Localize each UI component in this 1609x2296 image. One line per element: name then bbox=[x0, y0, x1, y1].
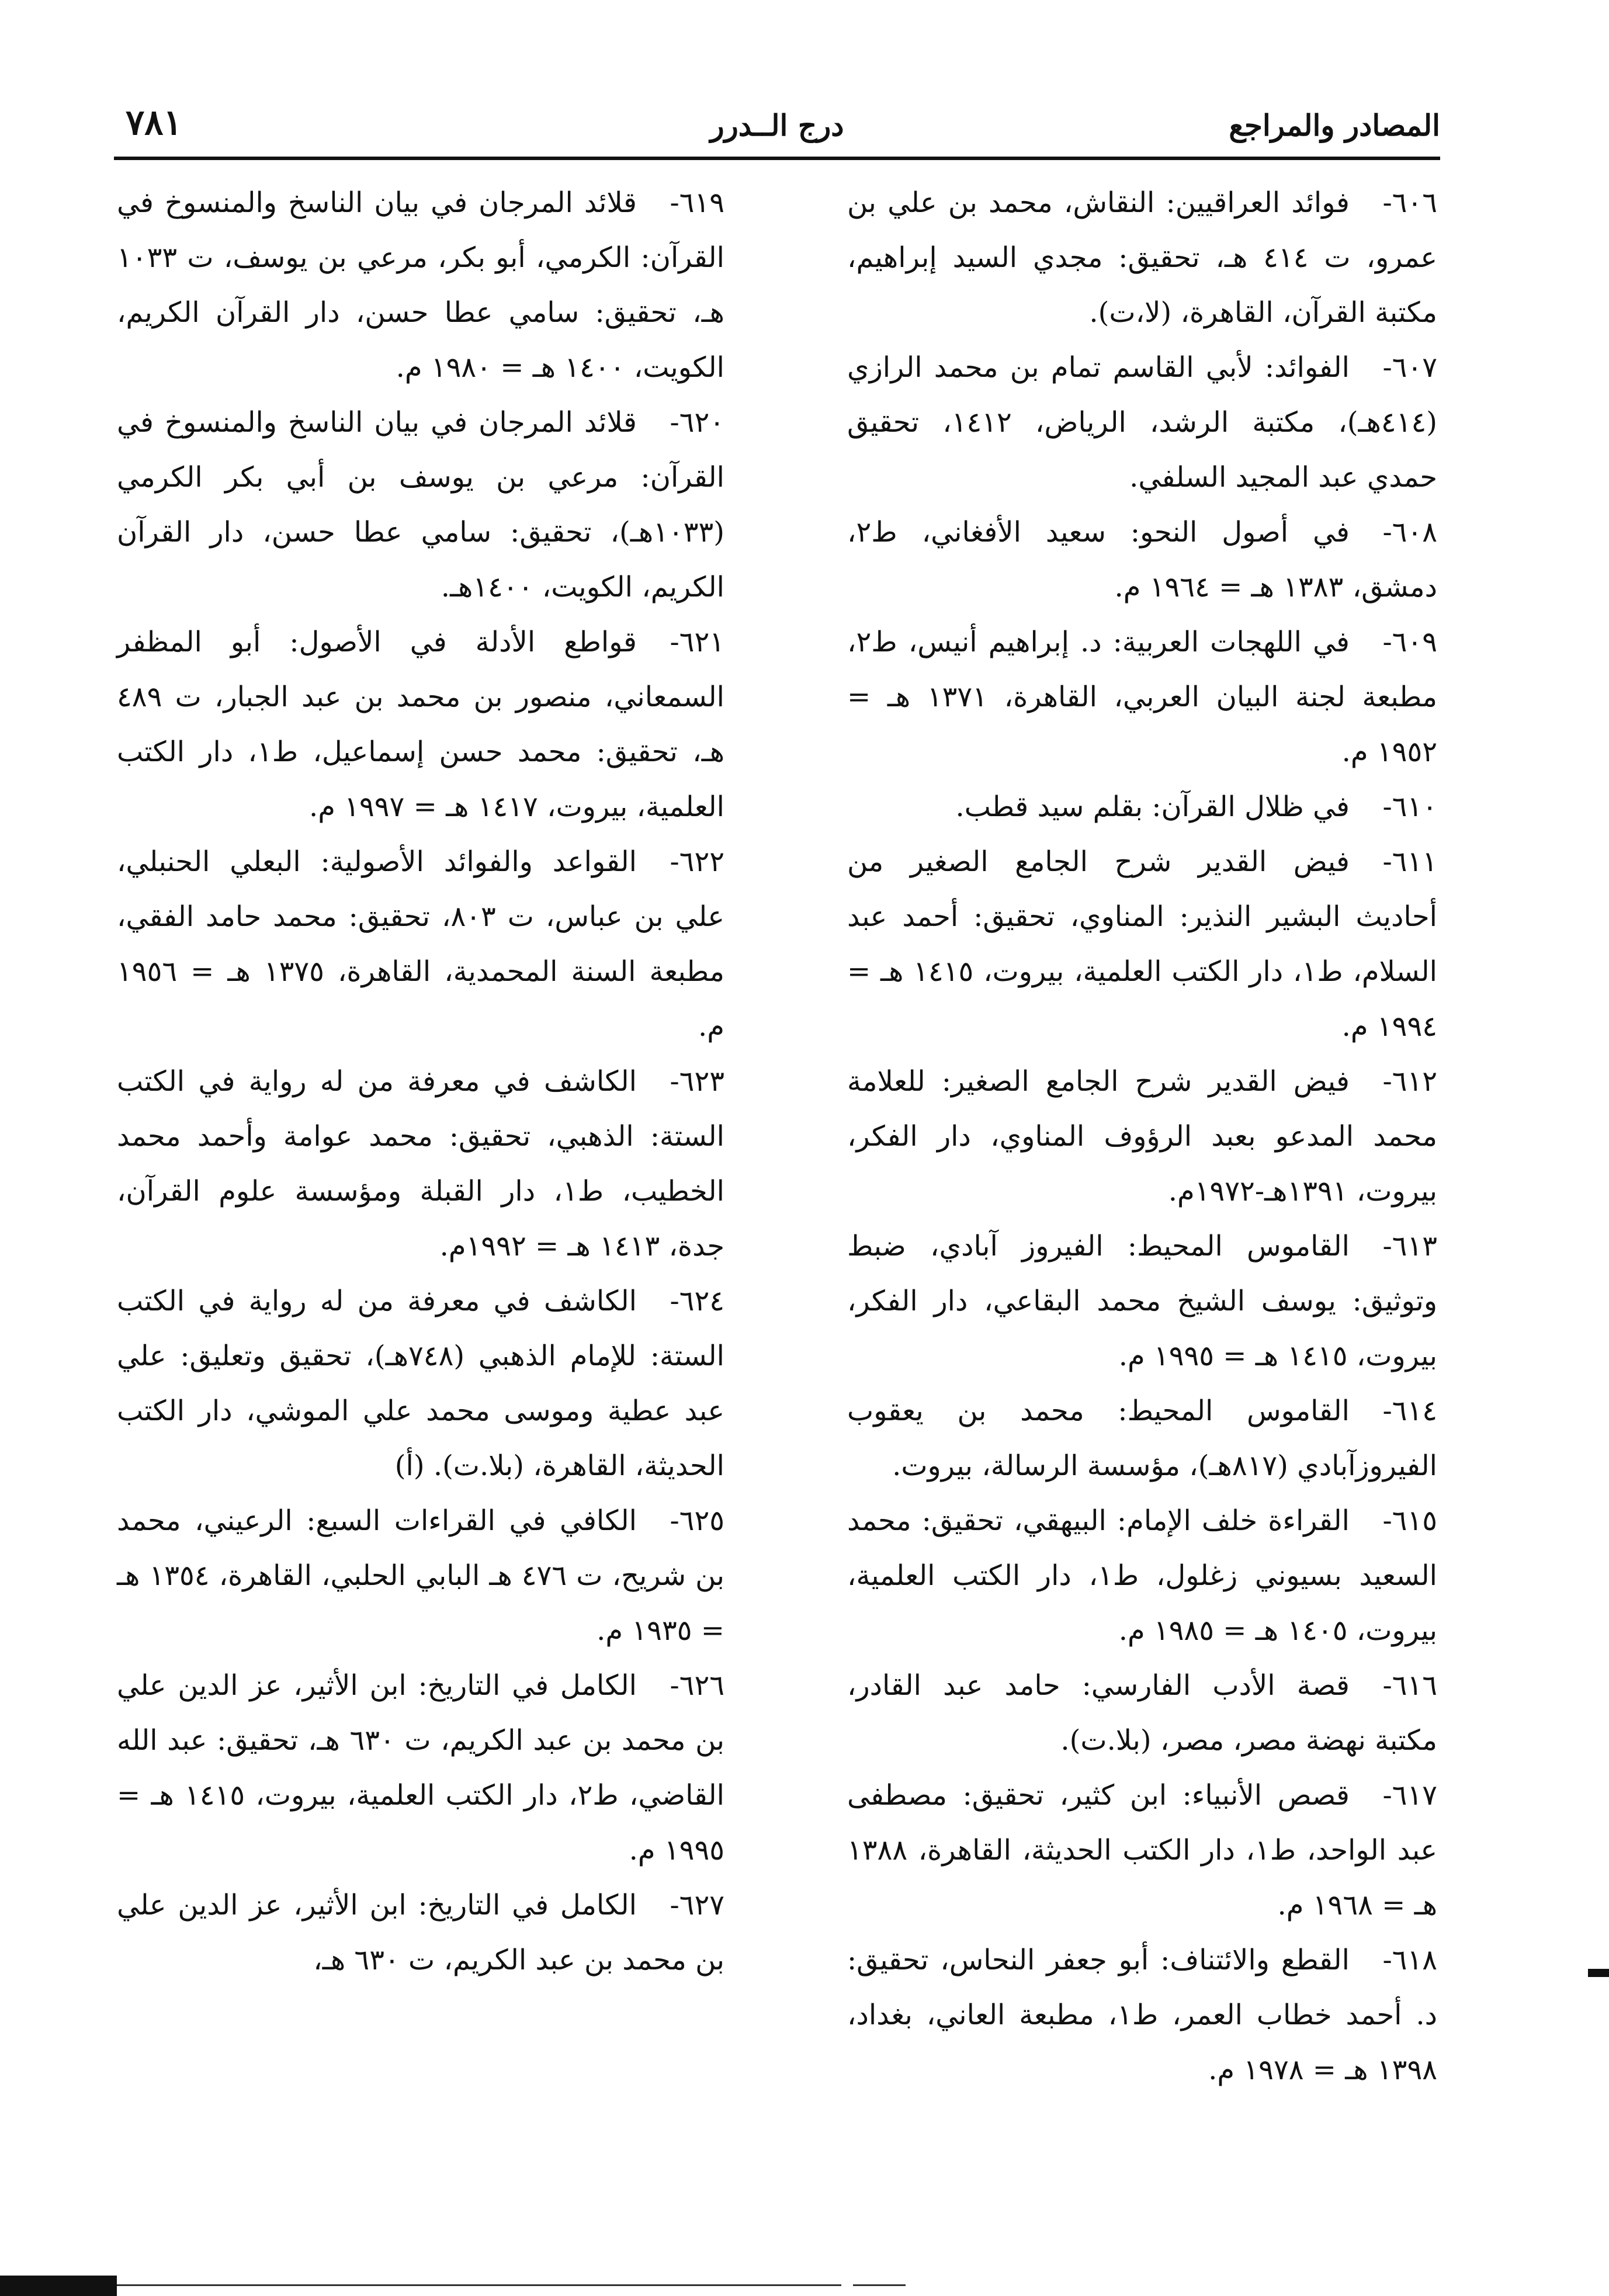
reference-entry bbox=[847, 1219, 1437, 1383]
entry-text: القراءة خلف الإمام: البيهقي، تحقيق: محمد السعيد بسيوني زغلول، ط١، دار الكتب العلمية، بيروت، ١٤٠٥ هـ = ١٩٨٥ م. bbox=[847, 1504, 1437, 1647]
entry-text: في ظلال القرآن: بقلم سيد قطب. bbox=[955, 790, 1350, 823]
reference-entry bbox=[847, 340, 1437, 505]
entry-number: ٦٠٦- bbox=[1382, 186, 1437, 219]
entry-number: ٦١٣- bbox=[1382, 1230, 1437, 1263]
reference-entry bbox=[117, 395, 724, 615]
reference-entry bbox=[117, 1274, 724, 1493]
reference-entry bbox=[117, 615, 724, 834]
entry-text: القاموس المحيط: الفيروز آبادي، ضبط وتوثيق: يوسف الشيخ محمد البقاعي، دار الفكر، بيروت، ١٤١٥ هـ = ١٩٩٥ م. bbox=[847, 1230, 1437, 1372]
entry-text: قصص الأنبياء: ابن كثير، تحقيق: مصطفى عبد الواحد، ط١، دار الكتب الحديثة، القاهرة، ١٣٨٨ هـ = ١٩٦٨ م. bbox=[847, 1779, 1437, 1922]
entry-number: ٦٢١- bbox=[670, 626, 724, 658]
entry-text: الكاشف في معرفة من له رواية في الكتب الستة: الذهبي، تحقيق: محمد عوامة وأحمد محمد الخطيب، ط١، دار القبلة ومؤسسة علوم القرآن، جدة، ١٤١٣ هـ = ١٩٩٢م. bbox=[117, 1065, 724, 1263]
entry-text: قلائد المرجان في بيان الناسخ والمنسوخ في القرآن: الكرمي، أبو بكر، مرعي بن يوسف، ت ١٠٣٣ هـ، تحقيق: سامي عطا حسن، دار القرآن الكريم، الكويت، ١٤٠٠ هـ = ١٩٨٠ م. bbox=[117, 186, 724, 384]
entry-number: ٦٢٠- bbox=[670, 406, 724, 439]
footer-divider bbox=[117, 2284, 841, 2286]
entry-number: ٦٠٧- bbox=[1382, 351, 1437, 384]
entry-text: الكافي في القراءات السبع: الرعيني، محمد بن شريح، ت ٤٧٦ هـ البابي الحلبي، القاهرة، ١٣٥٤ هـ = ١٩٣٥ م. bbox=[117, 1504, 725, 1647]
reference-entry bbox=[847, 1768, 1437, 1933]
entry-text: فيض القدير شرح الجامع الصغير: للعلامة محمد المدعو بعبد الرؤوف المناوي، دار الفكر، بيروت، ١٣٩١هـ-١٩٧٢م. bbox=[847, 1065, 1437, 1208]
reference-entry bbox=[847, 1054, 1437, 1219]
reference-entry bbox=[847, 834, 1437, 1054]
entry-text: الكامل في التاريخ: ابن الأثير، عز الدين علي بن محمد بن عبد الكريم، ت ٦٣٠ هـ، bbox=[117, 1889, 724, 1976]
entry-number: ٦١٧- bbox=[1382, 1779, 1437, 1812]
entry-text: القاموس المحيط: محمد بن يعقوب الفيروزآبادي (٨١٧هـ)، مؤسسة الرسالة، بيروت. bbox=[847, 1395, 1437, 1482]
reference-entry bbox=[117, 175, 724, 395]
entry-text: الفوائد: لأبي القاسم تمام بن محمد الرازي (٤١٤هـ)، مكتبة الرشد، الرياض، ١٤١٢، تحقيق حمدي عبد المجيد السلفي. bbox=[847, 351, 1437, 494]
reference-entry bbox=[847, 1658, 1437, 1768]
entry-number: ٦١٩- bbox=[670, 186, 724, 219]
reference-entry bbox=[117, 1493, 724, 1658]
scan-edge-bar bbox=[0, 2276, 117, 2296]
entry-text: فوائد العراقيين: النقاش، محمد بن علي بن عمرو، ت ٤١٤ هـ، تحقيق: مجدي السيد إبراهيم، مكتبة القرآن، القاهرة، (لا،ت). bbox=[847, 186, 1437, 329]
entry-number: ٦٢٧- bbox=[670, 1889, 724, 1922]
page-number: ٧٨١ bbox=[126, 102, 182, 143]
reference-entry bbox=[847, 505, 1437, 615]
entry-number: ٦١٥- bbox=[1382, 1504, 1437, 1537]
entry-number: ٦٠٨- bbox=[1382, 516, 1437, 549]
reference-entry bbox=[847, 1493, 1437, 1658]
reference-entry bbox=[117, 1054, 724, 1274]
reference-entry bbox=[117, 1878, 724, 1988]
entry-text: في أصول النحو: سعيد الأفغاني، ط٢، دمشق، ١٣٨٣ هـ = ١٩٦٤ م. bbox=[847, 516, 1437, 604]
entry-text: الكامل في التاريخ: ابن الأثير، عز الدين علي بن محمد بن عبد الكريم، ت ٦٣٠ هـ، تحقيق: عبد الله القاضي، ط٢، دار الكتب العلمية، بيروت، ١٤١٥ هـ = ١٩٩٥ م. bbox=[117, 1669, 724, 1867]
reference-entry bbox=[847, 779, 1437, 834]
entry-text: قواطع الأدلة في الأصول: أبو المظفر السمعاني، منصور بن محمد بن عبد الجبار، ت ٤٨٩ هـ، تحقيق: محمد حسن إسماعيل، ط١، دار الكتب العلمية، بيروت، ١٤١٧ هـ = ١٩٩٧ م. bbox=[117, 626, 725, 823]
entry-text: في اللهجات العربية: د. إبراهيم أنيس، ط٢، مطبعة لجنة البيان العربي، القاهرة، ١٣٧١ هـ = ١٩٥٢ م. bbox=[847, 626, 1437, 768]
entry-text: قلائد المرجان في بيان الناسخ والمنسوخ في القرآن: مرعي بن يوسف بن أبي بكر الكرمي (١٠٣٣هـ)، تحقيق: سامي عطا حسن، دار القرآن الكريم، الكويت، ١٤٠٠هـ. bbox=[117, 406, 724, 604]
scan-edge-mark bbox=[1588, 1969, 1609, 1977]
footer-divider-short bbox=[853, 2284, 906, 2286]
running-section-title: المصادر والمراجع bbox=[1229, 108, 1440, 143]
entry-number: ٦٠٩- bbox=[1382, 626, 1437, 658]
entry-number: ٦١٢- bbox=[1382, 1065, 1437, 1098]
reference-entry bbox=[847, 1933, 1437, 2097]
entry-number: ٦٢٣- bbox=[670, 1065, 724, 1098]
entry-number: ٦١٦- bbox=[1382, 1669, 1437, 1702]
entry-text: القطع والائتناف: أبو جعفر النحاس، تحقيق: د. أحمد خطاب العمر، ط١، مطبعة العاني، بغداد، ١٣٩٨ هـ = ١٩٧٨ م. bbox=[847, 1944, 1437, 2086]
header-divider bbox=[114, 157, 1440, 160]
entry-text: قصة الأدب الفارسي: حامد عبد القادر، مكتبة نهضة مصر، مصر، (بلا.ت). bbox=[847, 1669, 1437, 1757]
entry-number: ٦٢٦- bbox=[670, 1669, 724, 1702]
entry-number: ٦١٨- bbox=[1382, 1944, 1437, 1976]
reference-entry bbox=[847, 615, 1437, 779]
right-column bbox=[847, 175, 1437, 2097]
entry-number: ٦١٠- bbox=[1382, 790, 1437, 823]
entry-number: ٦٢٤- bbox=[670, 1285, 724, 1317]
reference-entry bbox=[847, 175, 1437, 340]
entry-text: فيض القدير شرح الجامع الصغير من أحاديث البشير النذير: المناوي، تحقيق: أحمد عبد السلام، ط١، دار الكتب العلمية، بيروت، ١٤١٥ هـ = ١٩٩٤ م. bbox=[847, 845, 1438, 1043]
entry-text: الكاشف في معرفة من له رواية في الكتب الستة: للإمام الذهبي (٧٤٨هـ)، تحقيق وتعليق: علي عبد عطية وموسى محمد علي الموشي، دار الكتب الحديثة، القاهرة، (بلا.ت). (أ) bbox=[117, 1285, 724, 1482]
running-book-title: درج الــدرر bbox=[710, 108, 844, 143]
left-column bbox=[117, 175, 724, 1988]
reference-entry bbox=[117, 1658, 724, 1878]
reference-entry bbox=[847, 1383, 1437, 1493]
page-header bbox=[114, 88, 1440, 152]
entry-text: القواعد والفوائد الأصولية: البعلي الحنبلي، علي بن عباس، ت ٨٠٣، تحقيق: محمد حامد الفقي، مطبعة السنة المحمدية، القاهرة، ١٣٧٥ هـ = ١٩٥٦ م. bbox=[117, 845, 724, 1043]
entry-number: ٦٢٢- bbox=[670, 845, 724, 878]
reference-entry bbox=[117, 834, 724, 1054]
entry-number: ٦١١- bbox=[1382, 845, 1437, 878]
entry-number: ٦١٤- bbox=[1382, 1395, 1437, 1427]
entry-number: ٦٢٥- bbox=[670, 1504, 724, 1537]
